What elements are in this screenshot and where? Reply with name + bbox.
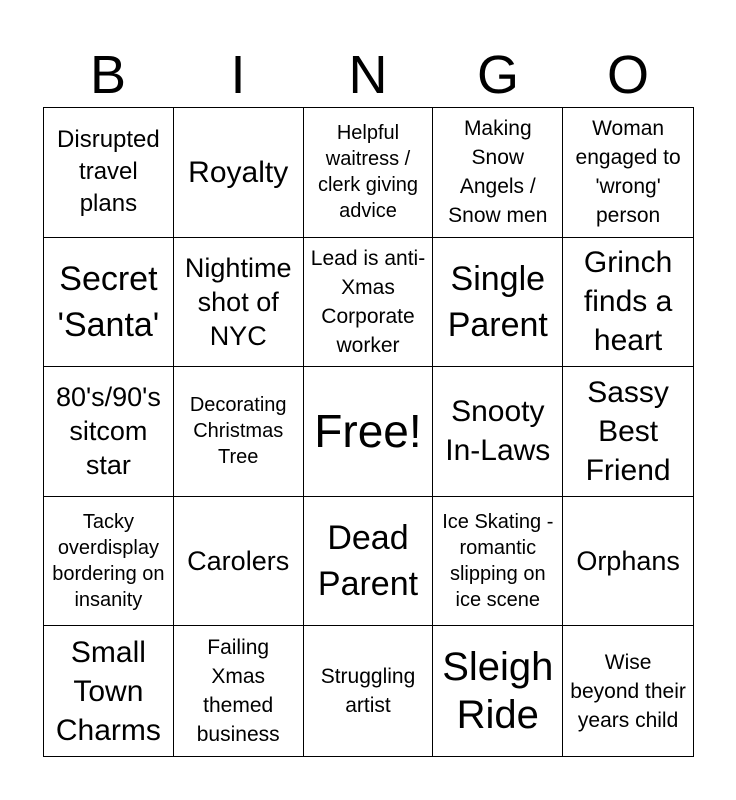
bingo-cell-label: Sleigh Ride [442,645,554,738]
bingo-cell[interactable] [304,108,434,238]
bingo-cell-label: Helpful waitress / clerk giving advice [317,122,419,223]
bingo-header [43,44,693,106]
bingo-cell-label: Sassy Best Friend [585,375,671,487]
bingo-cell[interactable] [433,497,563,627]
bingo-cell[interactable] [304,497,434,627]
bingo-cell[interactable] [433,238,563,368]
bingo-cell[interactable] [174,497,304,627]
bingo-cell[interactable] [174,108,304,238]
bingo-cell-label: Decorating Christmas Tree [189,394,287,469]
bingo-cell[interactable] [563,367,693,497]
header-letter-g: G [476,45,519,105]
bingo-cell-label: Dead Parent [317,519,419,604]
bingo-cell-label: Making Snow Angels / Snow men [448,117,548,228]
bingo-cell-label: Tacky overdisplay bordering on insanity [52,511,165,612]
bingo-cell[interactable] [563,626,693,756]
bingo-board [43,107,694,757]
bingo-cell[interactable] [433,108,563,238]
bingo-cell[interactable] [174,238,304,368]
bingo-cell[interactable] [174,367,304,497]
bingo-cell-label: Free! [314,405,422,458]
bingo-cell-label: Carolers [187,546,290,577]
bingo-cell-label: Lead is anti-Xmas Corporate worker [310,246,426,357]
bingo-cell-label: Secret 'Santa' [57,259,160,344]
header-letter-i: I [230,45,246,105]
bingo-cell[interactable] [304,238,434,368]
header-letter-n: N [348,45,388,105]
bingo-cell-label: Nightime shot of NYC [184,252,292,351]
bingo-cell-label: Grinch finds a heart [583,246,673,358]
bingo-cell-label: Single Parent [447,259,548,344]
bingo-cell-label: Ice Skating - romantic slipping on ice scene [442,511,554,612]
header-letter-b: B [89,45,127,105]
bingo-cell[interactable] [563,497,693,627]
header-letter-o: O [606,45,649,105]
bingo-cell-label: Failing Xmas themed business [196,636,280,747]
bingo-cell[interactable] [44,238,174,368]
bingo-cell-label: Snooty In-Laws [445,395,551,468]
bingo-cell[interactable] [563,238,693,368]
bingo-cell[interactable] [563,108,693,238]
bingo-cell[interactable] [174,626,304,756]
bingo-cell-label: Wise beyond their years child [570,650,686,732]
bingo-cell-label: Disrupted travel plans [57,126,160,218]
bingo-cell-label: Struggling artist [320,665,416,718]
free-space-cell[interactable] [304,367,434,497]
bingo-cell-label: Small Town Charms [55,635,161,747]
bingo-cell[interactable] [44,367,174,497]
bingo-cell[interactable] [433,367,563,497]
bingo-cell[interactable] [44,108,174,238]
bingo-cell[interactable] [44,497,174,627]
bingo-cell-label: Orphans [576,546,680,577]
bingo-cell[interactable] [433,626,563,756]
bingo-cell-label: 80's/90's sitcom star [55,382,161,481]
bingo-cell[interactable] [304,626,434,756]
bingo-cell-label: Royalty [188,155,289,189]
bingo-cell[interactable] [44,626,174,756]
bingo-cell-label: Woman engaged to 'wrong' person [575,117,681,228]
